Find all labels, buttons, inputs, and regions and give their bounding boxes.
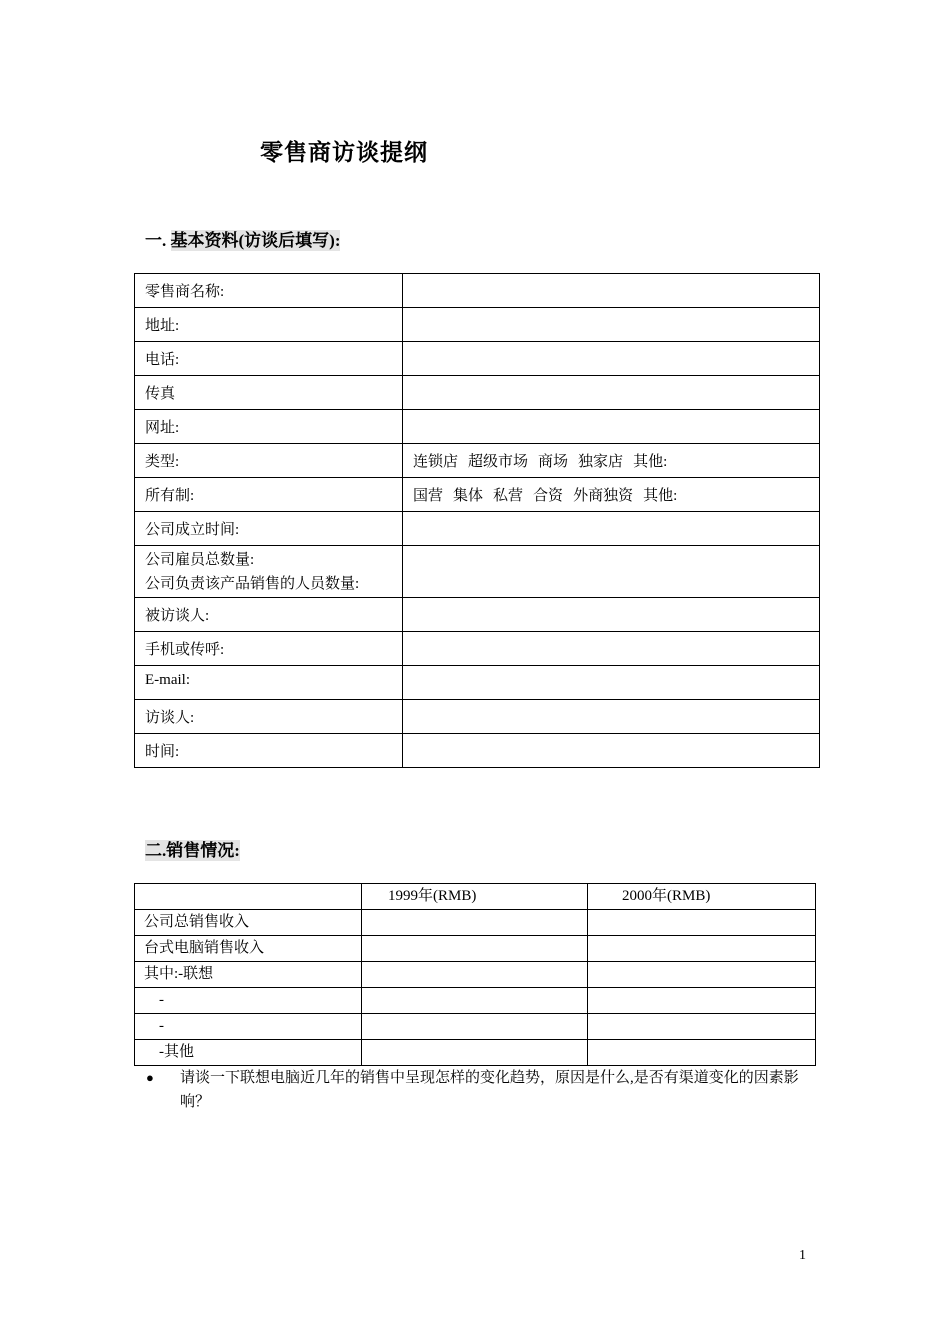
option-item[interactable]: 合资 [533,488,564,504]
info-label: 时间: [145,744,180,760]
sales-value-cell[interactable] [588,962,816,988]
info-row [135,274,820,308]
sales-row [135,1014,816,1040]
info-row [135,666,820,700]
sales-value-cell[interactable] [588,988,816,1014]
sales-item-cell: -其他 [135,1040,362,1066]
option-item[interactable]: 集体 [453,488,484,504]
info-row [135,308,820,342]
sales-value-cell[interactable] [588,1014,816,1040]
info-label: 所有制: [145,488,195,504]
info-row [135,444,820,478]
sales-header-row [135,884,816,910]
info-row [135,342,820,376]
section-heading-basic-info [145,226,340,251]
info-label-cell [135,342,403,376]
info-row [135,512,820,546]
option-item[interactable]: 连锁店 [413,454,459,470]
info-label: 网址: [145,420,180,436]
bullet-icon: ● [146,1070,154,1085]
section-label: 基本资料(访谈后填写): [170,231,341,250]
info-value-cell[interactable] [403,308,820,342]
sales-value-cell[interactable] [362,1040,588,1066]
option-item[interactable]: 外商独资 [573,488,634,504]
sales-value-cell[interactable] [362,936,588,962]
sales-value-cell[interactable] [588,1040,816,1066]
sales-row [135,936,816,962]
option-item[interactable]: 其他: [633,454,668,470]
sales-row [135,1040,816,1066]
info-row [135,410,820,444]
sales-value-cell[interactable] [362,910,588,936]
info-label-cell [135,666,403,700]
info-label: 公司雇员总数量: [145,552,255,568]
info-label: E-mail: [145,672,190,688]
sales-row [135,910,816,936]
info-value-cell[interactable] [403,342,820,376]
basic-info-table [134,273,820,768]
sales-value-cell[interactable] [362,988,588,1014]
info-value-cell[interactable] [403,444,820,478]
sales-item-cell: 其中:-联想 [135,962,362,988]
info-value-cell[interactable] [403,700,820,734]
sales-value-cell[interactable] [588,910,816,936]
info-row [135,734,820,768]
info-label: 手机或传呼: [145,642,225,658]
option-item[interactable]: 其他: [643,488,678,504]
info-value-cell[interactable] [403,410,820,444]
discussion-question [146,1066,816,1114]
info-label-cell [135,376,403,410]
sales-table [134,883,816,1066]
info-row [135,700,820,734]
info-label: 访谈人: [145,710,195,726]
info-label-cell [135,546,403,598]
info-row [135,632,820,666]
option-item[interactable]: 超级市场 [468,454,529,470]
option-item[interactable]: 私营 [493,488,524,504]
sales-item-cell: - [135,988,362,1014]
info-label: 公司成立时间: [145,522,240,538]
info-value-cell[interactable] [403,274,820,308]
info-label-secondary: 公司负责该产品销售的人员数量: [145,576,360,592]
info-label: 被访谈人: [145,608,210,624]
sales-item-cell: 公司总销售收入 [135,910,362,936]
info-row [135,478,820,512]
info-label-cell [135,632,403,666]
info-label-cell [135,598,403,632]
info-value-cell[interactable] [403,376,820,410]
info-label: 零售商名称: [145,284,225,300]
sales-row [135,962,816,988]
option-item[interactable]: 独家店 [578,454,624,470]
info-label: 地址: [145,318,180,334]
sales-header-cell: 1999年(RMB) [362,884,588,910]
sales-header-cell: 2000年(RMB) [588,884,816,910]
sales-value-cell[interactable] [362,1014,588,1040]
sales-header-cell [135,884,362,910]
info-value-cell[interactable] [403,632,820,666]
info-label-cell [135,444,403,478]
info-value-cell[interactable] [403,478,820,512]
option-item[interactable]: 商场 [538,454,569,470]
info-label-cell [135,274,403,308]
info-label: 电话: [145,352,180,368]
sales-value-cell[interactable] [588,936,816,962]
sales-item-cell: - [135,1014,362,1040]
info-row [135,598,820,632]
option-item[interactable]: 国营 [413,488,444,504]
section-heading-sales [145,836,240,861]
info-label-cell [135,308,403,342]
section-label: 二.销售情况: [145,841,240,860]
info-value-cell[interactable] [403,666,820,700]
page-number: 1 [799,1248,806,1263]
question-text: 请谈一下联想电脑近几年的销售中呈现怎样的变化趋势，原因是什么,是否有渠道变化的因素影响？ [180,1070,799,1110]
info-value-cell[interactable] [403,598,820,632]
info-label-cell [135,734,403,768]
info-label: 类型: [145,454,180,470]
info-label-cell [135,478,403,512]
sales-row [135,988,816,1014]
info-label: 传真 [145,386,176,402]
info-value-cell[interactable] [403,512,820,546]
section-number: 一. [145,231,167,250]
info-value-cell[interactable] [403,546,820,598]
sales-value-cell[interactable] [362,962,588,988]
info-row [135,546,820,598]
info-label-cell [135,410,403,444]
info-value-cell[interactable] [403,734,820,768]
info-label-cell [135,700,403,734]
info-row [135,376,820,410]
info-label-cell [135,512,403,546]
sales-item-cell: 台式电脑销售收入 [135,936,362,962]
page-title: 零售商访谈提纲 [260,140,428,165]
